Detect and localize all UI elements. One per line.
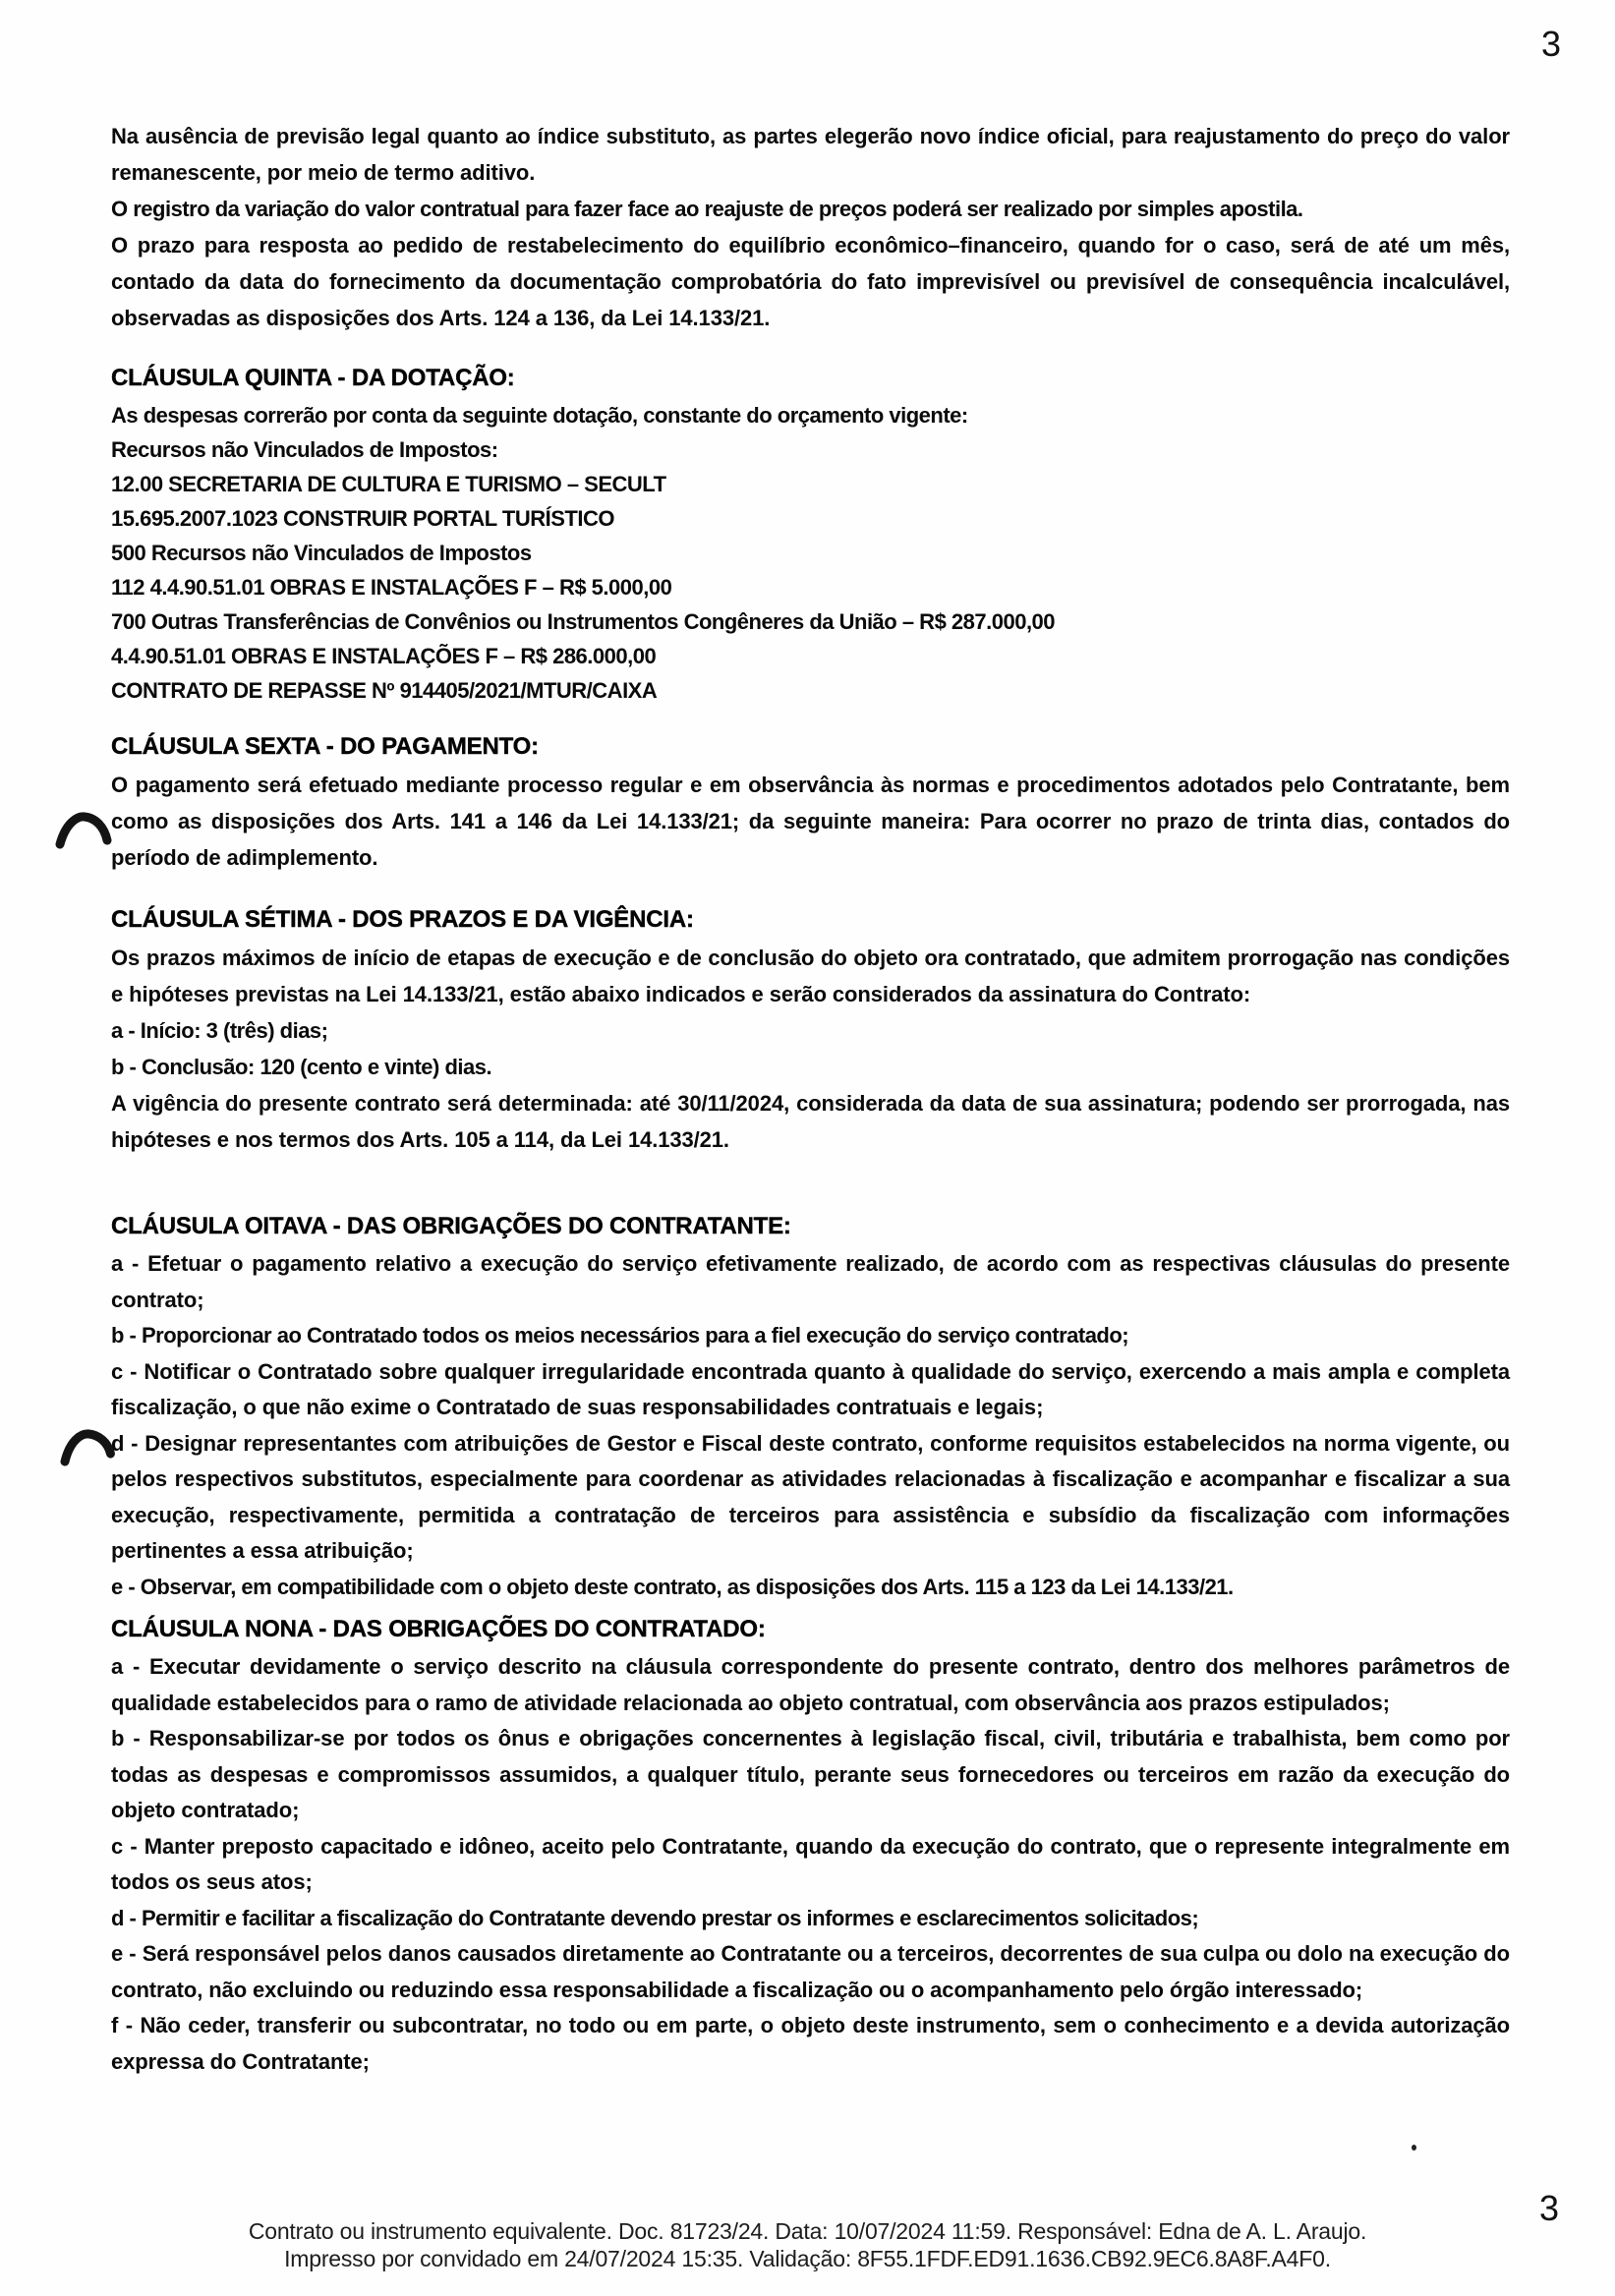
pen-arc-mark-icon <box>55 810 112 856</box>
clause-nona-section <box>111 1610 1510 2080</box>
clause-oitava-heading: CLÁUSULA OITAVA - DAS OBRIGAÇÕES DO CONTRATANTE: <box>111 1213 791 1239</box>
clause-paragraph: Os prazos máximos de início de etapas de execução e de conclusão do objeto ora contratado, que admitem prorrogação nas condições e hipóteses previstas na Lei 14.133/21, estão abaixo indicados e serão considerados da assinatura do Contrato: <box>111 946 1510 1006</box>
budget-line: As despesas correrão por conta da seguinte dotação, constante do orçamento vigente: <box>111 403 968 428</box>
budget-line: 500 Recursos não Vinculados de Impostos <box>111 541 532 565</box>
clause-item: e - Será responsável pelos danos causados diretamente ao Contratante ou a terceiros, decorrentes de sua culpa ou dolo na execução do contrato, não excluindo ou reduzindo essa responsabilidade a fiscalização ou o acompanhamento pelo órgão interessado; <box>111 1941 1510 2002</box>
clause-nona-heading: CLÁUSULA NONA - DAS OBRIGAÇÕES DO CONTRATADO: <box>111 1616 766 1642</box>
clause-item: d - Permitir e facilitar a fiscalização do Contratante devendo prestar os informes e esclarecimentos solicitados; <box>111 1905 1199 1930</box>
clause-item: f - Não ceder, transferir ou subcontratar, no todo ou em parte, o objeto deste instrumento, sem o conhecimento e a devida autorização expressa do Contratante; <box>111 2013 1510 2074</box>
intro-paragraph: O registro da variação do valor contratual para fazer face ao reajuste de preços poderá ser realizado por simples apostila. <box>111 197 1303 221</box>
budget-line: CONTRATO DE REPASSE Nº 914405/2021/MTUR/CAIXA <box>111 678 658 703</box>
budget-line: 15.695.2007.1023 CONSTRUIR PORTAL TURÍSTICO <box>111 506 614 531</box>
clause-item: a - Efetuar o pagamento relativo a execução do serviço efetivamente realizado, de acordo com as respectivas cláusulas do presente contrato; <box>111 1251 1510 1312</box>
ink-dot-artifact <box>1412 2145 1416 2151</box>
clause-sexta-section <box>111 727 1510 876</box>
budget-line: 4.4.90.51.01 OBRAS E INSTALAÇÕES F – R$ 286.000,00 <box>111 644 657 668</box>
clause-sexta-heading: CLÁUSULA SEXTA - DO PAGAMENTO: <box>111 733 539 760</box>
pen-arc-mark-icon <box>57 1425 118 1474</box>
clause-item: a - Início: 3 (três) dias; <box>111 1018 328 1043</box>
page-number-top: 3 <box>1541 24 1562 64</box>
footer-line-1: Contrato ou instrumento equivalente. Doc. 81723/24. Data: 10/07/2024 11:59. Responsável: Edna de A. L. Araujo. <box>248 2218 1367 2244</box>
budget-line: 700 Outras Transferências de Convênios ou Instrumentos Congêneres da União – R$ 287.000,00 <box>111 609 1056 634</box>
clause-item: b - Proporcionar ao Contratado todos os meios necessários para a fiel execução do serviço contratado; <box>111 1323 1129 1348</box>
clause-item: e - Observar, em compatibilidade com o objeto deste contrato, as disposições dos Arts. 115 a 123 da Lei 14.133/21. <box>111 1574 1234 1599</box>
clause-paragraph: O pagamento será efetuado mediante processo regular e em observância às normas e procedimentos adotados pelo Contratante, bem como as disposições dos Arts. 141 a 146 da Lei 14.133/21; da seguinte maneira: Para ocorrer no prazo de trinta dias, contados do período de adimplemento. <box>111 773 1510 870</box>
clause-setima-section <box>111 900 1510 1158</box>
clause-setima-heading: CLÁUSULA SÉTIMA - DOS PRAZOS E DA VIGÊNCIA: <box>111 906 694 933</box>
budget-line: 112 4.4.90.51.01 OBRAS E INSTALAÇÕES F – R$ 5.000,00 <box>111 575 672 600</box>
clause-oitava-section <box>111 1207 1510 1605</box>
intro-paragraph: Na ausência de previsão legal quanto ao índice substituto, as partes elegerão novo índice oficial, para reajustamento do preço do valor remanescente, por meio de termo aditivo. <box>111 124 1510 185</box>
intro-paragraph: O prazo para resposta ao pedido de restabelecimento do equilíbrio econômico–financeiro, quando for o caso, será de até um mês, contado da data do fornecimento da documentação comprobatória do fato imprevisível ou previsível de consequência incalculável, observadas as disposições dos Arts. 124 a 136, da Lei 14.133/21. <box>111 233 1510 330</box>
document-footer <box>0 2217 1615 2272</box>
page-number-bottom: 3 <box>1539 2188 1560 2228</box>
clause-item: c - Manter preposto capacitado e idôneo, aceito pelo Contratante, quando da execução do contrato, que o represente integralmente em todos os seus atos; <box>111 1833 1510 1894</box>
clause-item: c - Notificar o Contratado sobre qualquer irregularidade encontrada quanto à qualidade do serviço, exercendo a mais ampla e completa fiscalização, o que não exime o Contratado de suas responsabilidades contratuais e legais; <box>111 1358 1510 1419</box>
footer-line-2: Impresso por convidado em 24/07/2024 15:35. Validação: 8F55.1FDF.ED91.1636.CB92.9EC6.8A8F.A4F0. <box>284 2246 1331 2271</box>
budget-line: Recursos não Vinculados de Impostos: <box>111 437 498 462</box>
clause-item: d - Designar representantes com atribuições de Gestor e Fiscal deste contrato, conforme requisitos estabelecidos na norma vigente, ou pelos respectivos substitutos, especialmente para coordenar as atividades relacionadas à fiscalização e acompanhar e fiscalizar a sua execução, respectivamente, permitida a contratação de terceiros para assistência e subsídio da fiscalização com informações pertinentes a essa atribuição; <box>111 1430 1510 1563</box>
clause-quinta-section <box>111 359 1510 708</box>
clause-item: b - Conclusão: 120 (cento e vinte) dias. <box>111 1055 492 1079</box>
budget-line: 12.00 SECRETARIA DE CULTURA E TURISMO – SECULT <box>111 472 666 496</box>
intro-section <box>111 118 1510 336</box>
clause-item: b - Responsabilizar-se por todos os ônus e obrigações concernentes à legislação fiscal, civil, tributária e trabalhista, bem como por todas as despesas e compromissos assumidos, a qualquer título, perante seus fornecedores ou terceiros em razão da execução do objeto contratado; <box>111 1726 1510 1822</box>
clause-quinta-heading: CLÁUSULA QUINTA - DA DOTAÇÃO: <box>111 365 515 391</box>
clause-item: a - Executar devidamente o serviço descrito na cláusula correspondente do presente contrato, dentro dos melhores parâmetros de qualidade estabelecidos para o ramo de atividade relacionada ao objeto contratual, com observância aos prazos estipulados; <box>111 1654 1510 1715</box>
clause-paragraph: A vigência do presente contrato será determinada: até 30/11/2024, considerada da data de sua assinatura; podendo ser prorrogada, nas hipóteses e nos termos dos Arts. 105 a 114, da Lei 14.133/21. <box>111 1091 1510 1152</box>
